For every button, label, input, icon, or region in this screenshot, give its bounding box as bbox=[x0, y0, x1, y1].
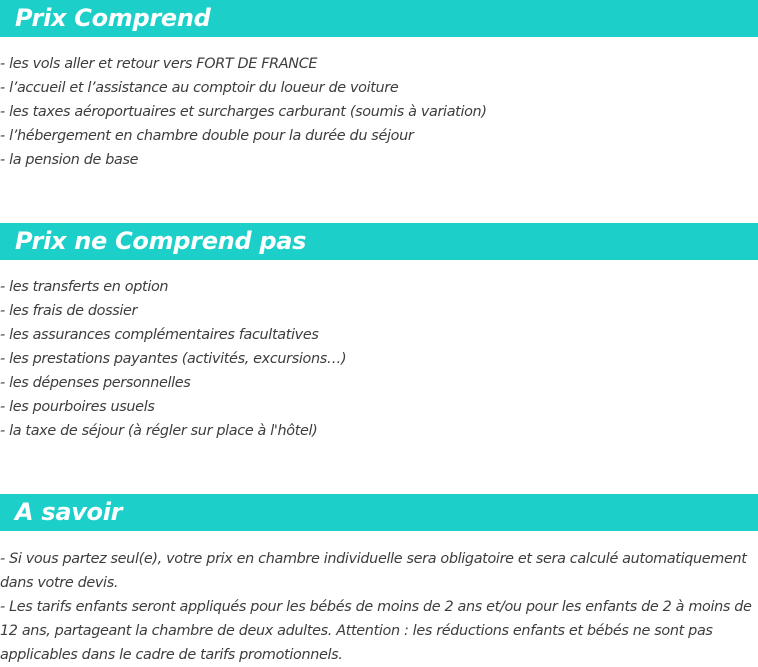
list-item: - la pension de base bbox=[0, 152, 139, 168]
section-header bbox=[0, 223, 758, 260]
section-title: A savoir bbox=[15, 498, 123, 526]
section-prix-ne-comprend-pas bbox=[0, 223, 758, 443]
list-item: - les taxes aéroportuaires et surcharges carburant (soumis à variation) bbox=[0, 104, 487, 120]
list-item: - les assurances complémentaires facultatives bbox=[0, 327, 319, 343]
section-header bbox=[0, 494, 758, 531]
list-item: - Si vous partez seul(e), votre prix en chambre individuelle sera obligatoire et sera calculé automatiquement dans votre devis. bbox=[0, 551, 747, 591]
notes-list bbox=[0, 547, 758, 667]
list-item: - Les tarifs enfants seront appliqués pour les bébés de moins de 2 ans et/ou pour les enfants de 2 à moins de 12 ans, partageant la chambre de deux adultes. Attention : les réductions enfants et bébés ne sont pas applicables dans le cadre de tarifs promotionnels. bbox=[0, 599, 752, 663]
list-item: - les prestations payantes (activités, excursions…) bbox=[0, 351, 347, 367]
list-item: - l’hébergement en chambre double pour la durée du séjour bbox=[0, 128, 414, 144]
section-a-savoir bbox=[0, 494, 758, 667]
excluded-list bbox=[0, 275, 758, 443]
list-item: - les vols aller et retour vers FORT DE FRANCE bbox=[0, 56, 318, 72]
list-item: - les pourboires usuels bbox=[0, 399, 155, 415]
list-item: - les dépenses personnelles bbox=[0, 375, 191, 391]
list-item: - les frais de dossier bbox=[0, 303, 138, 319]
included-list bbox=[0, 52, 758, 172]
section-header bbox=[0, 0, 758, 37]
section-title: Prix Comprend bbox=[15, 4, 211, 32]
list-item: - les transferts en option bbox=[0, 279, 169, 295]
list-item: - la taxe de séjour (à régler sur place à l'hôtel) bbox=[0, 423, 318, 439]
list-item: - l’accueil et l’assistance au comptoir du loueur de voiture bbox=[0, 80, 399, 96]
section-title: Prix ne Comprend pas bbox=[15, 227, 307, 255]
section-prix-comprend bbox=[0, 0, 758, 172]
